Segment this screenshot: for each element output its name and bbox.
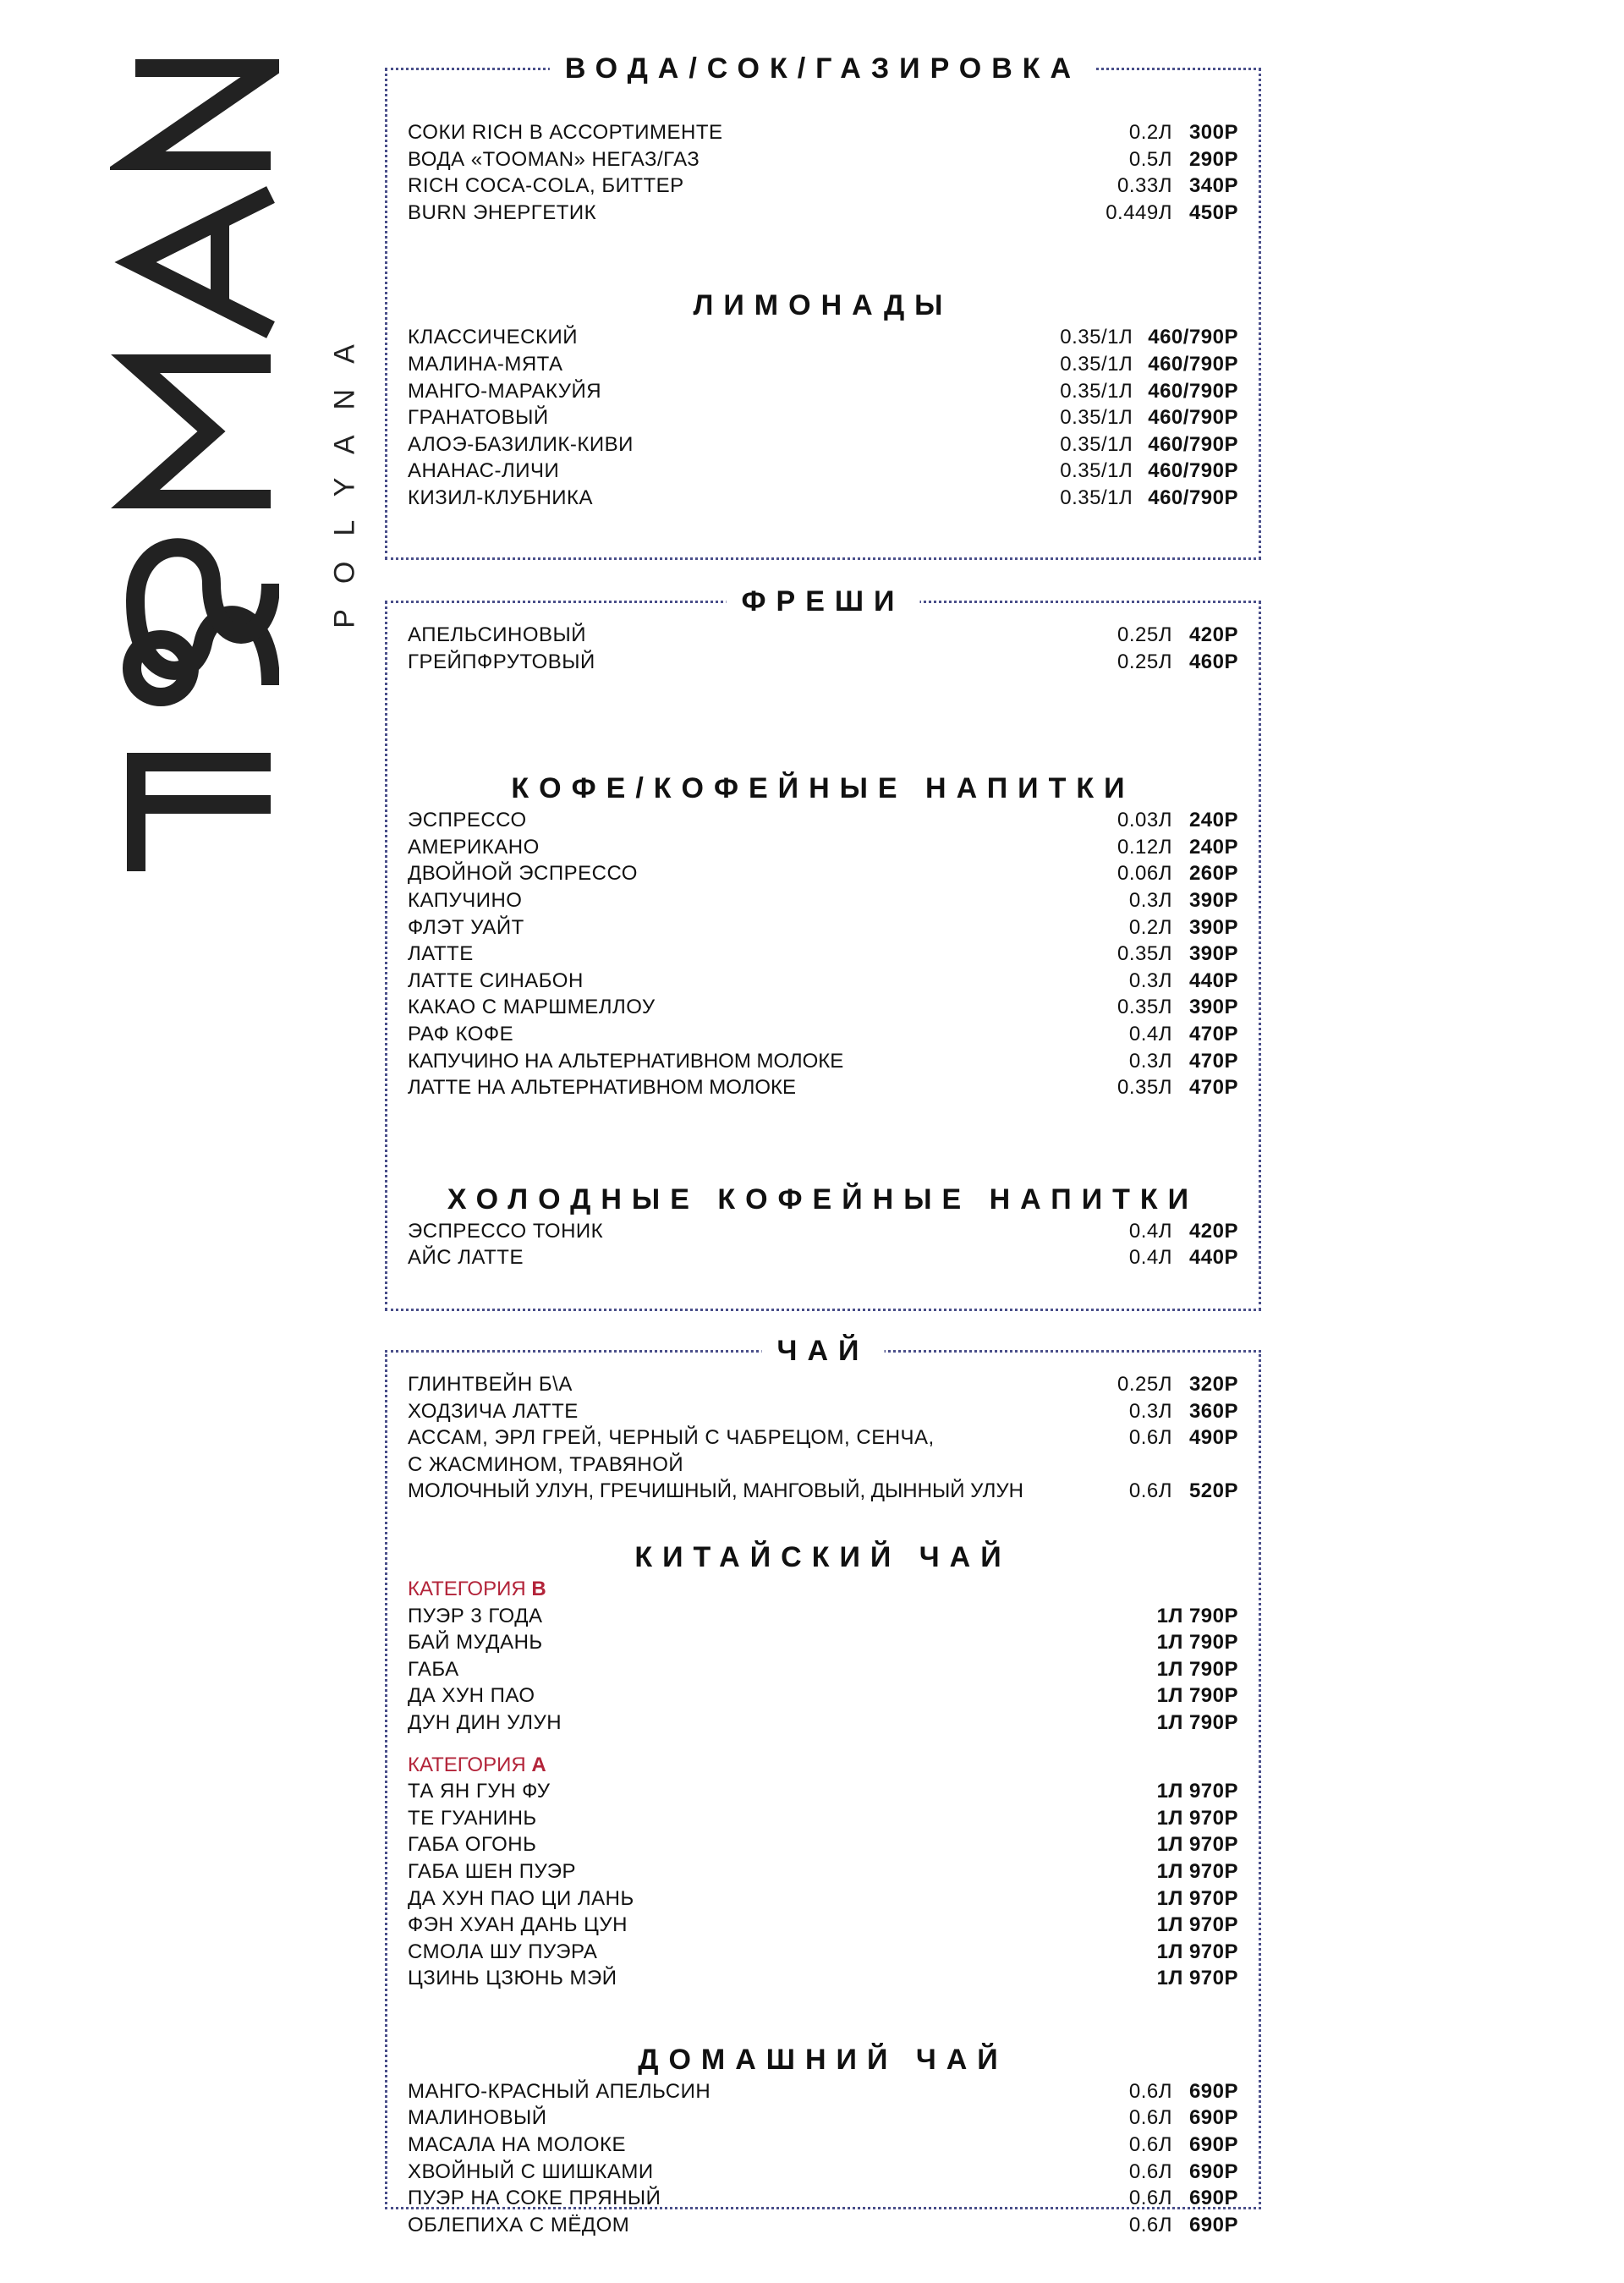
section-title-tea: ЧАЙ — [762, 1332, 885, 1369]
list-item: КАПУЧИНО 0.3Л 390Р — [408, 888, 1238, 912]
category-a-label: КАТЕГОРИЯ А — [408, 1753, 546, 1776]
list-item: ТА ЯН ГУН ФУ 1Л 970Р — [408, 1780, 1238, 1803]
list-item: ЭСПРЕССО ТОНИК 0.4Л 420Р — [408, 1219, 1238, 1243]
brand-subtitle: POLYANA — [328, 319, 361, 628]
list-item: ФЛЭТ УАЙТ 0.2Л 390Р — [408, 915, 1238, 939]
tea-list — [387, 1353, 1259, 1505]
menu-box-tea — [385, 1335, 1261, 2236]
list-item: ВОДА «TOOMAN» НЕГАЗ/ГАЗ 0.5Л 290Р — [408, 147, 1238, 171]
list-item: СМОЛА ШУ ПУЭРА 1Л 970Р — [408, 1940, 1238, 1963]
cold-coffee-list — [387, 1218, 1259, 1271]
section-title-home-tea: ДОМАШНИЙ ЧАЙ — [638, 2043, 1008, 2076]
list-item: МАСАЛА НА МОЛОКЕ 0.6Л 690Р — [408, 2133, 1238, 2157]
list-item: ФЭН ХУАН ДАНЬ ЦУН 1Л 970Р — [408, 1913, 1238, 1937]
list-item: ГРЕЙПФРУТОВЫЙ 0.25Л 460Р — [408, 650, 1238, 673]
list-item: АЙС ЛАТТЕ 0.4Л 440Р — [408, 1246, 1238, 1270]
list-item: ГЛИНТВЕЙН Б\А 0.25Л 320Р — [408, 1373, 1238, 1396]
list-item: С ЖАСМИНОМ, ТРАВЯНОЙ — [408, 1452, 684, 1476]
list-item: МАНГО-МАРАКУЙЯ 0.35/1Л 460/790Р — [408, 379, 1238, 403]
menu-box-water-lemonade — [385, 52, 1261, 560]
menu-box-fresh-coffee — [385, 585, 1261, 1311]
list-item: БАЙ МУДАНЬ 1Л 790Р — [408, 1631, 1238, 1655]
list-item: ЛАТТЕ НА АЛЬТЕРНАТИВНОМ МОЛОКЕ 0.35Л 470Р — [408, 1076, 1238, 1100]
section-title-cold-coffee: ХОЛОДНЫЕ КОФЕЙНЫЕ НАПИТКИ — [447, 1183, 1199, 1216]
list-item: ЭСПРЕССО 0.03Л 240Р — [408, 809, 1238, 832]
tooman-logo-icon — [110, 59, 279, 871]
water-list — [387, 70, 1259, 226]
list-item: ГАБА 1Л 790Р — [408, 1657, 1238, 1681]
list-item: МАЛИНА-МЯТА 0.35/1Л 460/790Р — [408, 352, 1238, 376]
list-item: КАКАО С МАРШМЕЛЛОУ 0.35Л 390Р — [408, 996, 1238, 1019]
home-tea-list — [387, 2078, 1259, 2239]
list-item: АССАМ, ЭРЛ ГРЕЙ, ЧЕРНЫЙ С ЧАБРЕЦОМ, СЕНЧА, 0.6Л 490Р — [408, 1426, 1238, 1450]
list-item: ДА ХУН ПАО ЦИ ЛАНЬ 1Л 970Р — [408, 1886, 1238, 1910]
section-title-water: ВОДА/СОК/ГАЗИРОВКА — [550, 50, 1096, 87]
list-item: МАЛИНОВЫЙ 0.6Л 690Р — [408, 2106, 1238, 2130]
list-item: ДУН ДИН УЛУН 1Л 790Р — [408, 1710, 1238, 1734]
list-item: КИЗИЛ-КЛУБНИКА 0.35/1Л 460/790Р — [408, 486, 1238, 509]
list-item: ТЕ ГУАНИНЬ 1Л 970Р — [408, 1806, 1238, 1830]
list-item: BURN ЭНЕРГЕТИК 0.449Л 450Р — [408, 200, 1238, 224]
list-item: ХОДЗИЧА ЛАТТЕ 0.3Л 360Р — [408, 1399, 1238, 1423]
list-item: RICH COCA-COLA, БИТТЕР 0.33Л 340Р — [408, 174, 1238, 198]
section-title-fresh: ФРЕШИ — [727, 583, 920, 620]
list-item: ПУЭР 3 ГОДА 1Л 790Р — [408, 1604, 1238, 1627]
list-item: КАПУЧИНО НА АЛЬТЕРНАТИВНОМ МОЛОКЕ 0.3Л 470Р — [408, 1049, 1238, 1073]
section-title-coffee: КОФЕ/КОФЕЙНЫЕ НАПИТКИ — [511, 772, 1135, 805]
lemonade-list — [387, 324, 1259, 511]
list-item: АПЕЛЬСИНОВЫЙ 0.25Л 420Р — [408, 623, 1238, 646]
list-item: ХВОЙНЫЙ С ШИШКАМИ 0.6Л 690Р — [408, 2160, 1238, 2183]
list-item: ЦЗИНЬ ЦЗЮНЬ МЭЙ 1Л 970Р — [408, 1967, 1238, 1990]
brand-logo — [110, 59, 279, 871]
list-item: РАФ КОФЕ 0.4Л 470Р — [408, 1022, 1238, 1045]
list-item: ОБЛЕПИХА С МЁДОМ 0.6Л 690Р — [408, 2213, 1238, 2236]
list-item: СОКИ RICH В АССОРТИМЕНТЕ 0.2Л 300Р — [408, 121, 1238, 144]
list-item: МОЛОЧНЫЙ УЛУН, ГРЕЧИШНЫЙ, МАНГОВЫЙ, ДЫННЫЙ УЛУН 0.6Л 520Р — [408, 1479, 1238, 1503]
list-item: КЛАССИЧЕСКИЙ 0.35/1Л 460/790Р — [408, 326, 1238, 349]
list-item: АМЕРИКАНО 0.12Л 240Р — [408, 835, 1238, 859]
list-item: ГАБА ШЕН ПУЭР 1Л 970Р — [408, 1859, 1238, 1883]
list-item: АНАНАС-ЛИЧИ 0.35/1Л 460/790Р — [408, 459, 1238, 483]
list-item: ГРАНАТОВЫЙ 0.35/1Л 460/790Р — [408, 406, 1238, 430]
chinese-tea-a-list — [387, 1778, 1259, 1992]
section-title-lemonades: ЛИМОНАДЫ — [693, 289, 953, 322]
list-item: ЛАТТЕ 0.35Л 390Р — [408, 942, 1238, 966]
list-item: ПУЭР НА СОКЕ ПРЯНЫЙ 0.6Л 690Р — [408, 2187, 1238, 2210]
list-item: ЛАТТЕ СИНАБОН 0.3Л 440Р — [408, 969, 1238, 992]
list-item: МАНГО-КРАСНЫЙ АПЕЛЬСИН 0.6Л 690Р — [408, 2079, 1238, 2103]
list-item: ДВОЙНОЙ ЭСПРЕССО 0.06Л 260Р — [408, 862, 1238, 886]
coffee-list — [387, 807, 1259, 1101]
chinese-tea-b-list — [387, 1603, 1259, 1737]
list-item: АЛОЭ-БАЗИЛИК-КИВИ 0.35/1Л 460/790Р — [408, 432, 1238, 456]
list-item: ДА ХУН ПАО 1Л 790Р — [408, 1684, 1238, 1708]
list-item: ГАБА ОГОНЬ 1Л 970Р — [408, 1833, 1238, 1857]
section-title-chinese-tea: КИТАЙСКИЙ ЧАЙ — [634, 1540, 1012, 1573]
category-b-label: КАТЕГОРИЯ B — [408, 1577, 546, 1600]
